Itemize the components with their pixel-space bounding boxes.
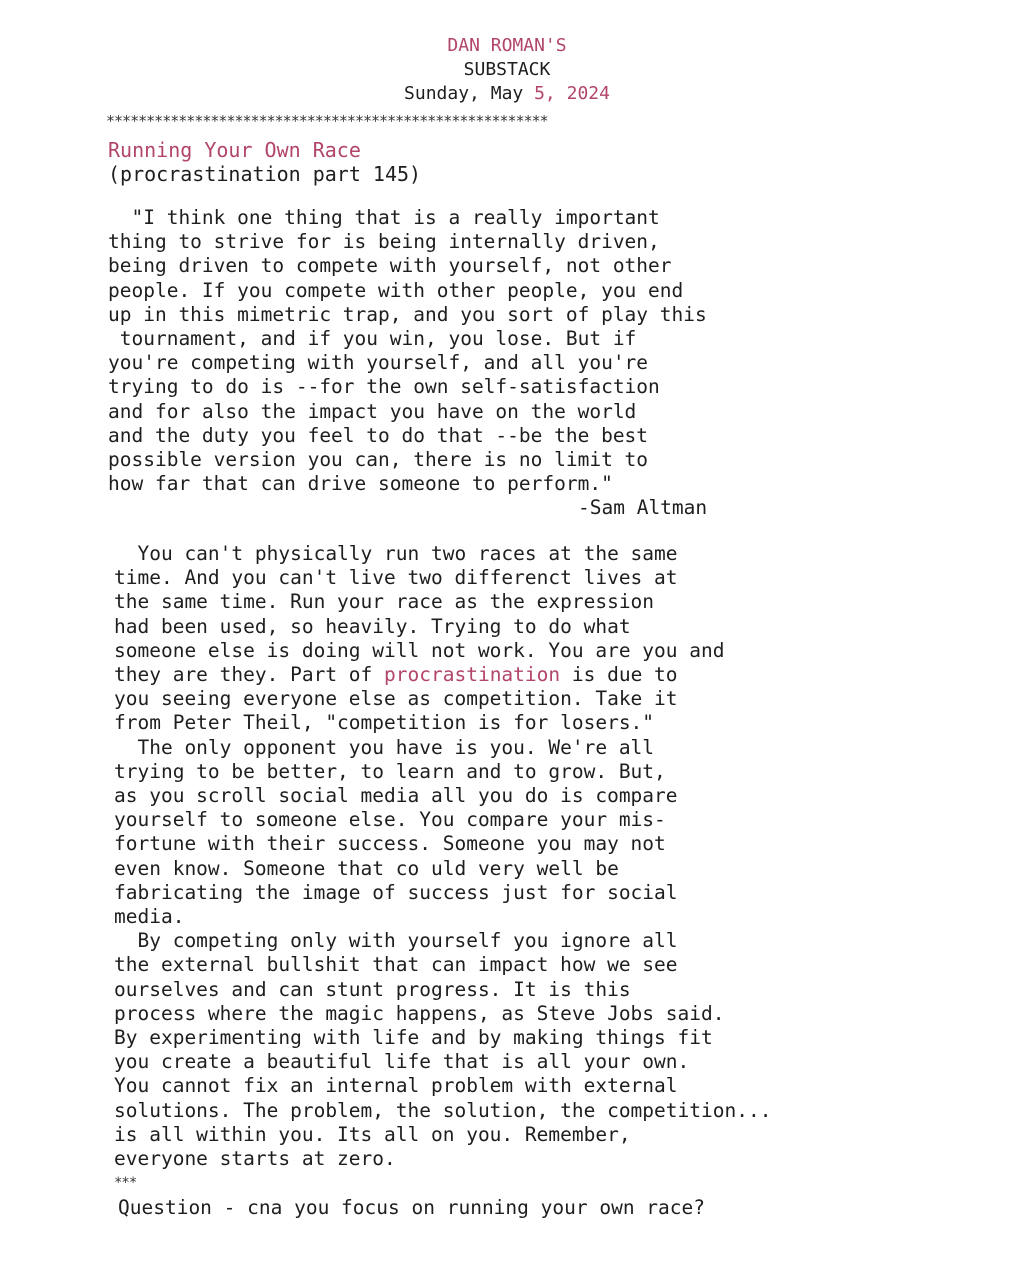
body-line: everyone starts at zero.: [114, 1147, 396, 1171]
body-line: fortune with their success. Someone you may not: [114, 832, 666, 856]
body-line: You can't physically run two races at the same: [114, 542, 678, 565]
body-line: you seeing everyone else as competition. Take it: [114, 687, 678, 711]
quote-line: up in this mimetric trap, and you sort of play this: [108, 302, 707, 326]
body-line: media.: [114, 905, 185, 929]
masthead: [0, 34, 1014, 106]
body-line: had been used, so heavily. Trying to do what: [114, 614, 631, 638]
author-name: DAN ROMAN'S: [447, 35, 567, 56]
quote-line: thing to strive for is being internally driven,: [108, 230, 660, 254]
quote-line: trying to do is --for the own self-satisfaction: [108, 375, 660, 399]
body-line: is all within you. Its all on you. Remember,: [114, 1122, 631, 1146]
opening-quote: [108, 206, 888, 521]
publication-name: SUBSTACK: [463, 59, 551, 80]
body-text: they are they. Part of: [114, 663, 385, 687]
body-line: solutions. The problem, the solution, the competition...: [114, 1098, 772, 1122]
quote-line: being driven to compete with yourself, not other: [108, 254, 672, 278]
quote-line: "I think one thing that is a really important: [108, 206, 660, 229]
body-line: someone else is doing will not work. You are you and: [114, 638, 725, 662]
quote-line: possible version you can, there is no limit to: [108, 448, 649, 472]
asterisk-divider: *******************************************************: [106, 112, 548, 130]
body-line: ourselves and can stunt progress. It is this: [114, 977, 631, 1001]
date-year: 2024: [555, 83, 610, 104]
body-line: trying to be better, to learn and to grow. But,: [114, 759, 666, 783]
quote-attribution: -Sam Altman: [578, 496, 708, 520]
body-text: is due to: [560, 663, 678, 687]
quote-line: and for also the impact you have on the world: [108, 399, 637, 423]
body-line: as you scroll social media all you do is compare: [114, 784, 678, 808]
closing-question: Question - cna you focus on running your own race?: [118, 1196, 705, 1219]
body-line: By competing only with yourself you ignore all: [114, 929, 678, 953]
quote-line: and the duty you feel to do that --be the best: [108, 423, 649, 447]
body-line: from Peter Theil, "competition is for losers.": [114, 711, 655, 735]
quote-line: how far that can drive someone to perform.": [108, 472, 613, 496]
body-line: yourself to someone else. You compare your mis-: [114, 808, 666, 832]
quote-line: you're competing with yourself, and all you're: [108, 351, 649, 375]
body-line: By experimenting with life and by making things fit: [114, 1026, 713, 1050]
date-line: [0, 82, 1014, 106]
body-line: the external bullshit that can impact how we see: [114, 953, 678, 977]
body-line: even know. Someone that co uld very well be: [114, 856, 619, 880]
article-subtitle: (procrastination part 145): [108, 162, 422, 186]
body-line: time. And you can't live two differenct lives at: [114, 566, 678, 590]
body-line: You cannot fix an internal problem with external: [114, 1074, 678, 1098]
date-day: 5,: [534, 83, 556, 104]
body-line: The only opponent you have is you. We're all: [114, 735, 655, 759]
article-title: Running Your Own Race: [108, 138, 361, 162]
body-line: fabricating the image of success just for social: [114, 880, 678, 904]
article-body: [114, 542, 894, 1195]
body-line: process where the magic happens, as Steve Jobs said.: [114, 1001, 725, 1025]
body-line: the same time. Run your race as the expression: [114, 590, 655, 614]
quote-line: people. If you compete with other people, you end: [108, 278, 684, 302]
date-prefix: Sunday, May: [404, 83, 535, 104]
body-line: you create a beautiful life that is all your own.: [114, 1050, 690, 1074]
highlight-word: procrastination: [384, 663, 561, 687]
quote-line: tournament, and if you win, you lose. But if: [108, 327, 637, 351]
section-break: ***: [114, 1175, 137, 1192]
body-line-with-highlight: [114, 663, 894, 687]
